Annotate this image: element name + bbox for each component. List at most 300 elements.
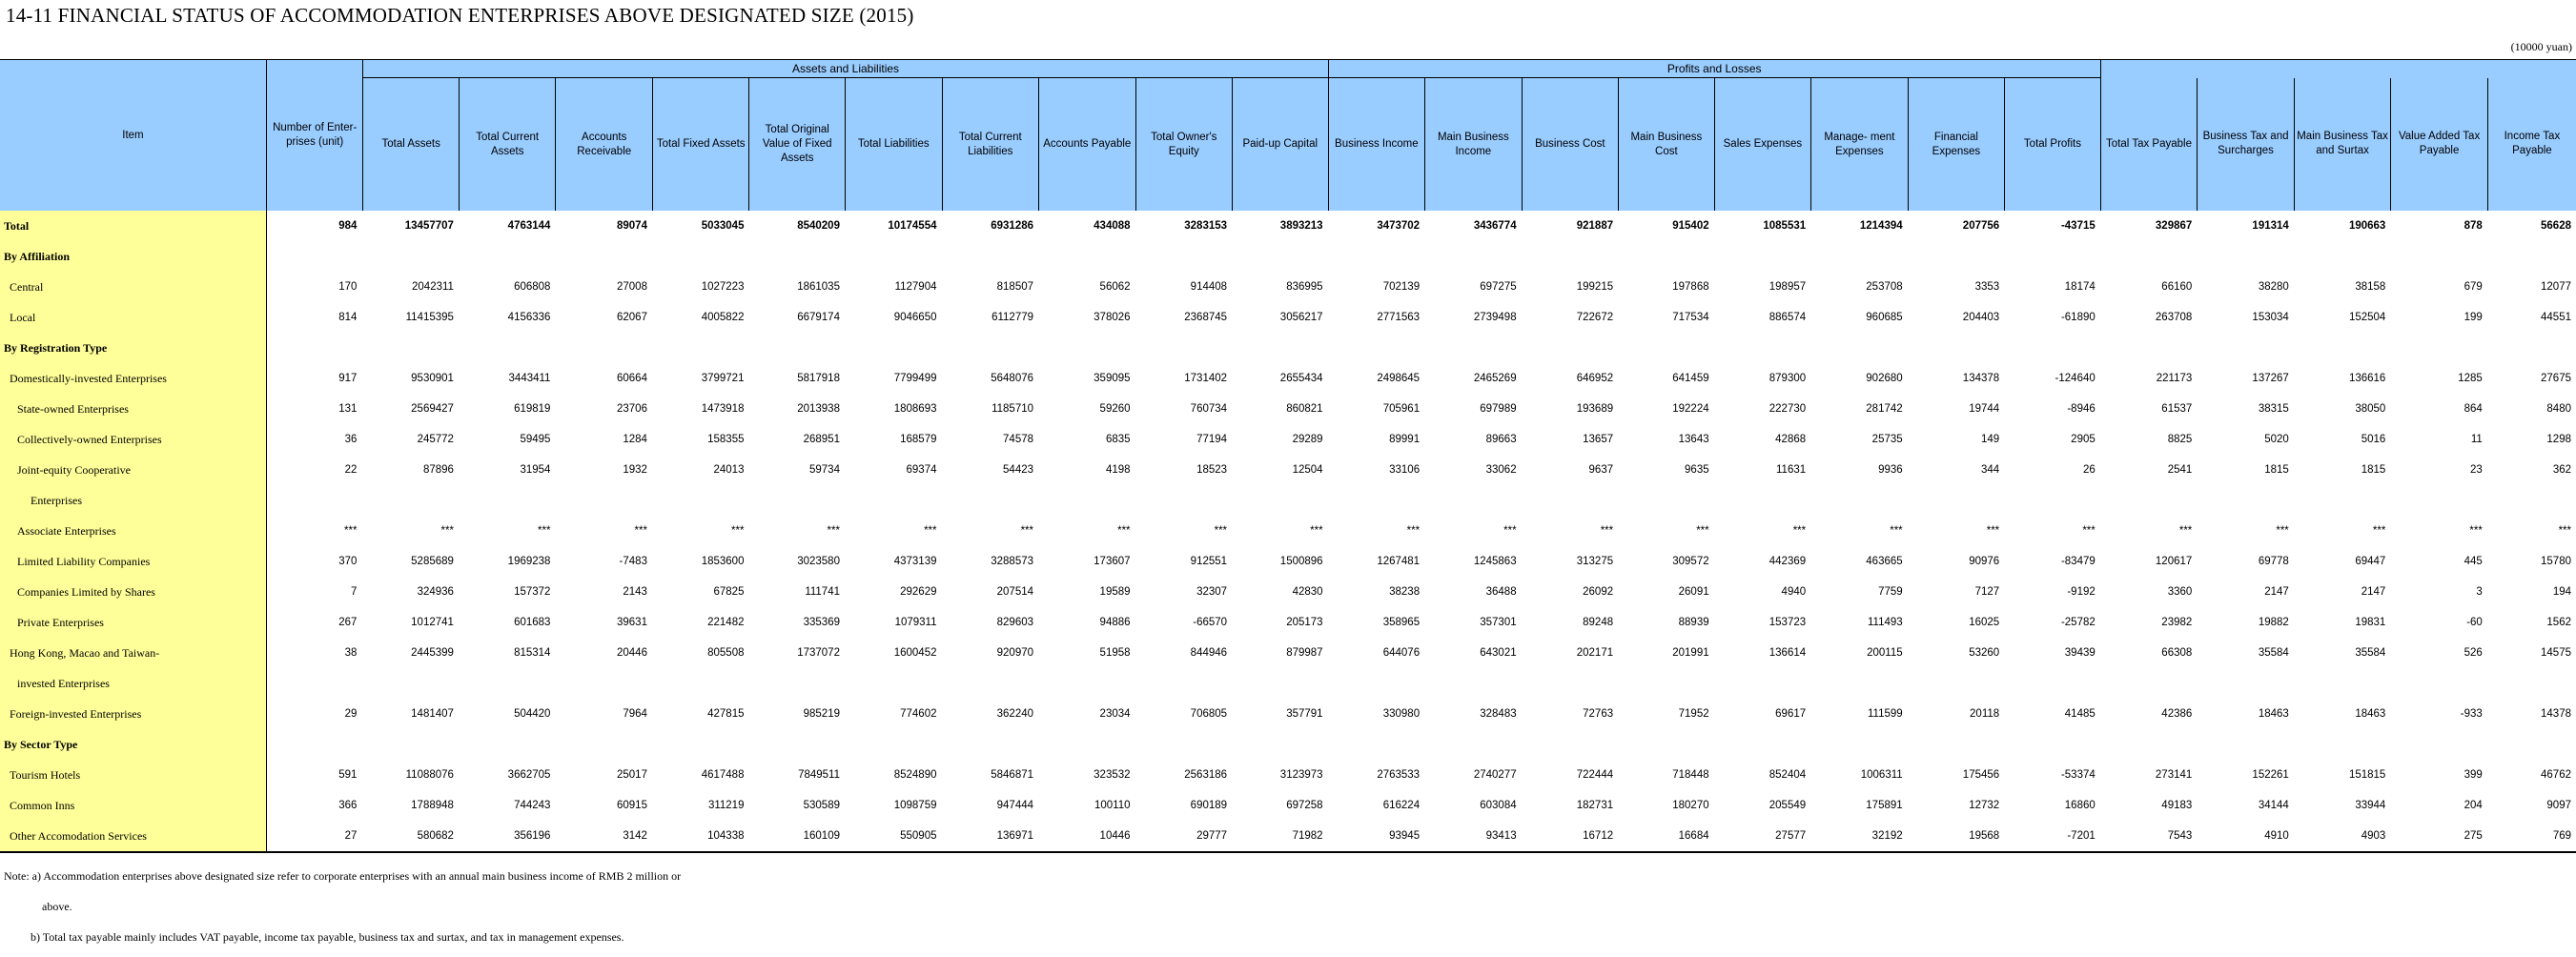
table-cell: 357791 xyxy=(1286,708,1323,720)
table-cell: 1815 xyxy=(2361,464,2386,476)
table-cell xyxy=(363,333,460,363)
table-cell: 263708 xyxy=(2155,312,2193,323)
table-cell: 207756 xyxy=(1962,220,2000,232)
table-cell xyxy=(652,729,749,760)
table-cell: 3288573 xyxy=(991,556,1034,567)
table-cell xyxy=(1522,729,1619,760)
table-cell: 5817918 xyxy=(797,373,840,384)
table-cell: 744243 xyxy=(514,800,551,811)
table-cell xyxy=(1908,668,2005,699)
cell-enterprise-count: 267 xyxy=(266,607,363,638)
table-cell: 62067 xyxy=(616,312,647,323)
cell-enterprise-count: *** xyxy=(266,516,363,546)
table-cell: *** xyxy=(1020,525,1034,537)
table-cell: 7127 xyxy=(1974,586,2000,598)
table-cell xyxy=(1811,485,1909,516)
table-cell: 1737072 xyxy=(797,647,840,659)
table-cell: *** xyxy=(1503,525,1517,537)
table-cell: 2740277 xyxy=(1473,769,1517,781)
table-cell: 434088 xyxy=(1094,220,1131,232)
table-cell: 26 xyxy=(2082,464,2096,476)
table-cell: 8540209 xyxy=(797,220,840,232)
table-cell xyxy=(749,485,846,516)
table-cell: 157372 xyxy=(514,586,551,598)
table-cell xyxy=(845,333,942,363)
table-cell: 5846871 xyxy=(991,769,1034,781)
table-cell xyxy=(459,241,556,272)
table-cell: 3142 xyxy=(556,821,653,852)
header-total-profits: Total Profits xyxy=(2005,78,2101,212)
table-cell xyxy=(2005,333,2101,363)
table-cell xyxy=(2487,729,2576,760)
table-cell: 359095 xyxy=(1094,373,1131,384)
table-cell xyxy=(845,485,942,516)
row-label: Associate Enterprises xyxy=(0,516,266,546)
table-cell: 829603 xyxy=(996,617,1034,628)
table-cell xyxy=(1714,729,1811,760)
table-cell xyxy=(1233,729,1329,760)
table-row xyxy=(0,790,2576,821)
table-cell xyxy=(363,241,460,272)
table-cell: 136614 xyxy=(1768,647,1807,659)
table-cell: 4940 xyxy=(1781,586,1807,598)
table-cell xyxy=(2391,241,2488,272)
header-accounts-payable: Accounts Payable xyxy=(1039,78,1136,212)
table-cell: 8825 xyxy=(2167,434,2193,445)
note-a-cont: above. xyxy=(42,900,72,913)
table-cell: 1027223 xyxy=(701,281,745,293)
table-cell: *** xyxy=(2178,525,2193,537)
table-cell: 27008 xyxy=(616,281,647,293)
table-cell: 200115 xyxy=(1867,647,1903,659)
table-cell: 1185710 xyxy=(992,403,1034,415)
table-cell: *** xyxy=(1117,525,1131,537)
table-cell: 646952 xyxy=(1576,373,1614,384)
table-cell: 1127904 xyxy=(894,281,937,293)
cell-enterprise-count: 984 xyxy=(266,211,363,241)
table-cell xyxy=(2294,668,2391,699)
table-cell: 619819 xyxy=(514,403,551,415)
table-cell: 311219 xyxy=(707,800,745,811)
table-cell xyxy=(1714,668,1811,699)
table-cell: 60664 xyxy=(616,373,647,384)
table-cell: 844946 xyxy=(1190,647,1228,659)
header-original-fixed-assets: Total Original Value of Fixed Assets xyxy=(749,78,846,212)
table-cell xyxy=(1328,668,1425,699)
table-cell: -7201 xyxy=(2005,821,2101,852)
table-cell: 69778 xyxy=(2258,556,2289,567)
table-cell: 5648076 xyxy=(991,373,1034,384)
table-cell: 20446 xyxy=(616,647,647,659)
header-main-business-cost: Main Business Cost xyxy=(1619,78,1715,212)
table-cell: 2763533 xyxy=(1377,769,1421,781)
table-cell xyxy=(1619,729,1715,760)
row-label: Foreign-invested Enterprises xyxy=(0,699,266,729)
table-cell: 222730 xyxy=(1768,403,1807,415)
table-cell: 111493 xyxy=(1867,617,1903,628)
table-cell: 3360 xyxy=(2167,586,2193,598)
table-cell: 12504 xyxy=(1292,464,1323,476)
financial-table-container xyxy=(0,59,2576,859)
table-cell: 153034 xyxy=(2252,312,2289,323)
row-label: Hong Kong, Macao and Taiwan- xyxy=(0,638,266,668)
header-item: Item xyxy=(0,60,266,212)
table-cell xyxy=(2487,485,2576,516)
table-cell xyxy=(749,668,846,699)
table-cell: 344 xyxy=(1980,464,2000,476)
table-cell: 193689 xyxy=(1576,403,1614,415)
row-label: Private Enterprises xyxy=(0,607,266,638)
table-cell: 46762 xyxy=(2541,769,2571,781)
table-cell: 1562 xyxy=(2546,617,2571,628)
table-cell xyxy=(1811,333,1909,363)
table-cell: 1861035 xyxy=(797,281,840,293)
table-cell: 275 xyxy=(2391,821,2488,852)
table-cell xyxy=(556,333,653,363)
table-cell xyxy=(749,333,846,363)
table-cell: 947444 xyxy=(996,800,1034,811)
table-cell: -43715 xyxy=(2060,220,2096,232)
table-cell: 88939 xyxy=(1678,617,1709,628)
table-cell: 1788948 xyxy=(411,800,454,811)
table-cell xyxy=(459,729,556,760)
table-cell: 182731 xyxy=(1576,800,1614,811)
table-cell xyxy=(2487,333,2576,363)
table-row xyxy=(0,424,2576,455)
table-cell: 16025 xyxy=(1969,617,2000,628)
table-cell: 59734 xyxy=(809,464,840,476)
table-row xyxy=(0,760,2576,790)
table-cell xyxy=(556,668,653,699)
table-cell xyxy=(1522,333,1619,363)
table-cell: 66160 xyxy=(2161,281,2193,293)
table-cell: 2498645 xyxy=(1377,373,1421,384)
table-cell: 864 xyxy=(2464,403,2483,415)
table-cell: 33106 xyxy=(1389,464,1421,476)
table-cell: 158355 xyxy=(707,434,745,445)
table-cell: 29777 xyxy=(1135,821,1233,852)
header-business-tax: Business Tax and Surcharges xyxy=(2198,78,2295,212)
table-cell xyxy=(652,241,749,272)
table-cell: *** xyxy=(1406,525,1421,537)
table-row xyxy=(0,546,2576,577)
table-cell: 6112779 xyxy=(992,312,1034,323)
table-cell: 8480 xyxy=(2546,403,2571,415)
table-row xyxy=(0,455,2576,485)
table-cell: -933 xyxy=(2460,708,2483,720)
table-cell: 26092 xyxy=(1583,586,1614,598)
table-cell: 836995 xyxy=(1286,281,1323,293)
table-cell: 3283153 xyxy=(1184,220,1228,232)
table-cell: 13657 xyxy=(1583,434,1614,445)
table-cell xyxy=(556,729,653,760)
table-cell: 550905 xyxy=(845,821,942,852)
table-row xyxy=(0,516,2576,546)
table-cell: 10446 xyxy=(1039,821,1136,852)
table-cell xyxy=(1425,241,1523,272)
table-row xyxy=(0,821,2576,852)
table-cell: 697258 xyxy=(1286,800,1323,811)
table-cell: 27675 xyxy=(2541,373,2571,384)
table-cell: 19831 xyxy=(2355,617,2386,628)
table-cell: *** xyxy=(731,525,745,537)
table-cell: 10174554 xyxy=(888,220,937,232)
table-cell xyxy=(652,485,749,516)
table-cell xyxy=(1425,485,1523,516)
table-cell xyxy=(942,729,1039,760)
table-cell: 152504 xyxy=(2348,312,2386,323)
table-cell: 31954 xyxy=(520,464,551,476)
table-cell: 1473918 xyxy=(701,403,745,415)
table-cell xyxy=(2198,485,2295,516)
header-total-assets: Total Assets xyxy=(363,78,460,212)
row-label: invested Enterprises xyxy=(0,668,266,699)
table-cell: *** xyxy=(634,525,647,537)
table-cell: 39439 xyxy=(2064,647,2096,659)
table-cell xyxy=(1328,241,1425,272)
table-cell: *** xyxy=(2469,525,2483,537)
table-cell: *** xyxy=(1600,525,1614,537)
table-cell: 33062 xyxy=(1485,464,1517,476)
cell-enterprise-count: 131 xyxy=(266,394,363,424)
table-cell: 3473702 xyxy=(1377,220,1421,232)
table-cell: 61537 xyxy=(2161,403,2193,415)
table-cell: 199 xyxy=(2464,312,2483,323)
table-cell: 9046650 xyxy=(893,312,937,323)
table-cell: 253708 xyxy=(1866,281,1903,293)
table-cell xyxy=(1714,485,1811,516)
table-cell: *** xyxy=(2276,525,2289,537)
table-cell: 378026 xyxy=(1094,312,1131,323)
table-cell: 1500896 xyxy=(1279,556,1323,567)
table-cell: 769 xyxy=(2487,821,2576,852)
table-cell: 12732 xyxy=(1969,800,2000,811)
table-cell: 38050 xyxy=(2355,403,2386,415)
table-cell xyxy=(1135,668,1233,699)
table-cell: 4910 xyxy=(2198,821,2295,852)
table-cell: 32192 xyxy=(1811,821,1909,852)
table-cell: 11415395 xyxy=(405,312,454,323)
table-cell: -124640 xyxy=(2055,373,2096,384)
table-cell: 6679174 xyxy=(797,312,840,323)
header-sales-expenses: Sales Expenses xyxy=(1714,78,1811,212)
table-cell: 42830 xyxy=(1292,586,1323,598)
header-owners-equity: Total Owner's Equity xyxy=(1135,78,1233,212)
table-cell xyxy=(2198,729,2295,760)
table-cell xyxy=(363,729,460,760)
group-assets-liabilities: Assets and Liabilities xyxy=(363,60,1328,78)
row-label: Enterprises xyxy=(0,485,266,516)
table-cell: 774602 xyxy=(900,708,937,720)
table-cell: 35584 xyxy=(2355,647,2386,659)
table-cell: 2445399 xyxy=(411,647,454,659)
table-cell xyxy=(556,485,653,516)
table-cell xyxy=(2100,668,2198,699)
table-cell xyxy=(1714,333,1811,363)
table-cell: 19568 xyxy=(1908,821,2005,852)
header-main-business-income: Main Business Income xyxy=(1425,78,1523,212)
table-cell: 18174 xyxy=(2064,281,2096,293)
table-cell: 120617 xyxy=(2155,556,2193,567)
table-cell: 32307 xyxy=(1196,586,1228,598)
table-cell xyxy=(1135,333,1233,363)
cell-enterprise-count xyxy=(266,729,363,760)
table-cell xyxy=(2100,333,2198,363)
table-cell: 2143 xyxy=(623,586,647,598)
table-cell: 204 xyxy=(2464,800,2483,811)
table-cell: 362 xyxy=(2552,464,2571,476)
table-cell: 69617 xyxy=(1775,708,1807,720)
table-cell: 19744 xyxy=(1969,403,2000,415)
table-cell: 201991 xyxy=(1672,647,1709,659)
table-title: 14-11 FINANCIAL STATUS OF ACCOMMODATION ENTERPRISES ABOVE DESIGNATED SIZE (2015) xyxy=(6,4,914,27)
table-cell: 14378 xyxy=(2541,708,2571,720)
table-cell: 7759 xyxy=(1878,586,1903,598)
table-cell: 205549 xyxy=(1768,800,1807,811)
table-cell: 2739498 xyxy=(1473,312,1517,323)
table-cell xyxy=(1619,333,1715,363)
table-row xyxy=(0,638,2576,668)
table-cell: 160109 xyxy=(749,821,846,852)
table-cell: 24013 xyxy=(713,464,745,476)
table-cell: -8946 xyxy=(2067,403,2096,415)
table-cell: 1245863 xyxy=(1473,556,1517,567)
table-cell: 9936 xyxy=(1878,464,1903,476)
table-cell: 3436774 xyxy=(1473,220,1517,232)
table-cell: 815314 xyxy=(514,647,551,659)
table-cell xyxy=(942,668,1039,699)
table-cell: 11631 xyxy=(1776,464,1807,476)
table-cell: 18463 xyxy=(2355,708,2386,720)
table-cell: *** xyxy=(440,525,454,537)
table-cell: 5285689 xyxy=(411,556,454,567)
table-cell: 442369 xyxy=(1768,556,1807,567)
table-cell: 19589 xyxy=(1099,586,1131,598)
table-cell xyxy=(1908,333,2005,363)
table-cell xyxy=(2391,729,2488,760)
table-row xyxy=(0,241,2576,272)
table-cell: 886574 xyxy=(1768,312,1807,323)
table-cell xyxy=(1908,729,2005,760)
note-a: Note: a) Accommodation enterprises above designated size refer to corporate enterprises with an annual main business income of RMB 2 million or xyxy=(4,869,682,883)
table-cell: 399 xyxy=(2464,769,2483,781)
table-cell: 136971 xyxy=(942,821,1039,852)
table-cell: 20118 xyxy=(1970,708,2000,720)
row-label: Central xyxy=(0,272,266,302)
table-cell: 335369 xyxy=(803,617,840,628)
table-cell: 49183 xyxy=(2161,800,2193,811)
table-cell: 1731402 xyxy=(1184,373,1228,384)
table-cell xyxy=(1619,668,1715,699)
table-cell xyxy=(1425,729,1523,760)
table-cell: 168579 xyxy=(900,434,937,445)
table-cell: 11 xyxy=(2470,434,2483,445)
table-cell: 38280 xyxy=(2258,281,2289,293)
table-cell: 2013938 xyxy=(797,403,840,415)
table-cell: 137267 xyxy=(2252,373,2289,384)
table-cell: 718448 xyxy=(1672,769,1709,781)
cell-enterprise-count: 814 xyxy=(266,302,363,333)
table-cell: 18523 xyxy=(1196,464,1228,476)
table-cell xyxy=(1328,333,1425,363)
table-row xyxy=(0,302,2576,333)
table-cell xyxy=(1714,241,1811,272)
table-cell: 2655434 xyxy=(1279,373,1323,384)
table-cell: 198957 xyxy=(1768,281,1807,293)
table-cell: 4373139 xyxy=(893,556,937,567)
table-cell: 54423 xyxy=(1003,464,1034,476)
header-income-tax-payable: Income Tax Payable xyxy=(2487,78,2576,212)
table-cell: 722672 xyxy=(1576,312,1614,323)
table-cell: 722444 xyxy=(1576,769,1614,781)
table-cell: 4763144 xyxy=(507,220,551,232)
table-cell: 603084 xyxy=(1480,800,1517,811)
table-cell xyxy=(942,241,1039,272)
table-cell: 173607 xyxy=(1094,556,1131,567)
table-cell: *** xyxy=(2558,525,2571,537)
table-cell: *** xyxy=(2082,525,2096,537)
table-cell: 89248 xyxy=(1583,617,1614,628)
table-cell: 705961 xyxy=(1382,403,1421,415)
table-cell xyxy=(1522,241,1619,272)
table-cell: *** xyxy=(1986,525,2000,537)
table-cell: 3023580 xyxy=(797,556,840,567)
table-cell: 273141 xyxy=(2155,769,2193,781)
table-cell: 357301 xyxy=(1480,617,1517,628)
table-cell: 3893213 xyxy=(1279,220,1323,232)
table-cell: 205173 xyxy=(1286,617,1323,628)
header-total-tax-payable: Total Tax Payable xyxy=(2100,78,2198,212)
table-cell: 329867 xyxy=(2155,220,2193,232)
table-cell: 1808693 xyxy=(893,403,937,415)
table-cell: -66570 xyxy=(1193,617,1228,628)
table-cell: 42386 xyxy=(2161,708,2193,720)
table-cell: 71952 xyxy=(1678,708,1709,720)
table-cell xyxy=(1233,668,1329,699)
table-cell: 13643 xyxy=(1678,434,1709,445)
table-cell xyxy=(1039,333,1136,363)
table-cell: 66308 xyxy=(2161,647,2193,659)
table-row xyxy=(0,272,2576,302)
table-cell: 1285 xyxy=(2458,373,2483,384)
table-cell xyxy=(2100,241,2198,272)
table-cell xyxy=(2198,241,2295,272)
table-cell: 111741 xyxy=(805,586,840,598)
cell-enterprise-count: 591 xyxy=(266,760,363,790)
table-row xyxy=(0,485,2576,516)
table-cell: 268951 xyxy=(803,434,840,445)
table-cell: 323532 xyxy=(1094,769,1131,781)
table-cell: 4156336 xyxy=(507,312,551,323)
table-cell xyxy=(845,241,942,272)
table-cell: 38238 xyxy=(1389,586,1421,598)
row-label: Domestically-invested Enterprises xyxy=(0,363,266,394)
table-cell: 504420 xyxy=(514,708,551,720)
table-cell: 3123973 xyxy=(1279,769,1323,781)
cell-enterprise-count xyxy=(266,241,363,272)
row-label: By Registration Type xyxy=(0,333,266,363)
table-cell: 53260 xyxy=(1969,647,2000,659)
table-cell xyxy=(942,333,1039,363)
table-cell: 356196 xyxy=(459,821,556,852)
table-cell: *** xyxy=(1890,525,1903,537)
table-cell: 69374 xyxy=(906,464,937,476)
table-cell: 1600452 xyxy=(893,647,937,659)
table-cell: 3 xyxy=(2476,586,2483,598)
table-cell: 2905 xyxy=(2071,434,2096,445)
table-cell xyxy=(1039,729,1136,760)
table-cell xyxy=(2294,241,2391,272)
